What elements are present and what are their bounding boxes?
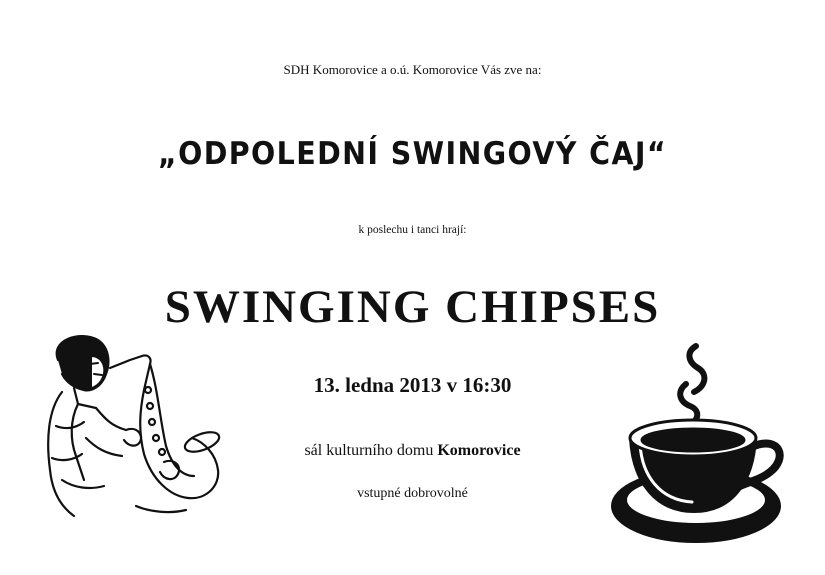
entry-fee-line: vstupné dobrovolné xyxy=(357,486,468,501)
event-datetime: 13. ledna 2013 v 16:30 xyxy=(313,373,512,397)
coffee-cup-icon xyxy=(610,340,790,550)
saxophone-player-icon xyxy=(40,330,230,520)
organizer-line: SDH Komorovice a o.ú. Komorovice Vás zve na: xyxy=(283,62,542,77)
subtitle-line: k poslechu i tanci hrají: xyxy=(358,224,467,236)
band-name: SWINGING CHIPSES xyxy=(164,281,661,333)
venue-place: Komorovice xyxy=(437,442,521,459)
event-title: „ODPOLEDNÍ SWINGOVÝ ČAJ“ xyxy=(157,136,668,172)
venue-prefix: sál kulturního domu xyxy=(304,442,434,459)
